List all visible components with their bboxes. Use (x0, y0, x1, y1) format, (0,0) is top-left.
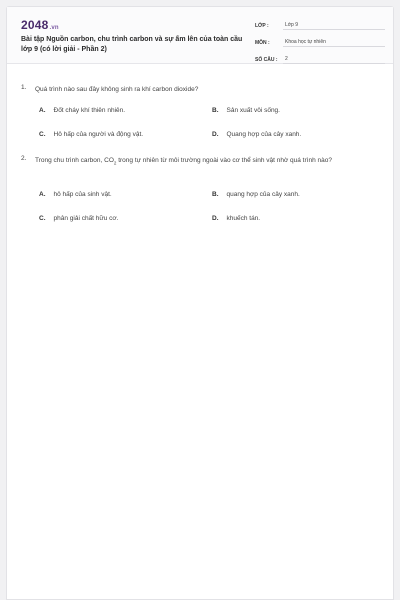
worksheet-page (6, 6, 394, 600)
logo-suffix: .vn (49, 25, 59, 31)
answer-option-2d[interactable] (212, 215, 260, 222)
meta-value: Lớp 9 (283, 22, 385, 30)
question-number: 2. (21, 155, 27, 162)
answer-option-1a[interactable] (39, 107, 125, 114)
option-letter: B. (212, 107, 219, 114)
option-letter: B. (212, 191, 219, 198)
option-letter: C. (39, 131, 46, 138)
meta-label: SỐ CÂU : (255, 57, 278, 63)
answer-option-2a[interactable] (39, 191, 112, 198)
meta-row-grade (255, 20, 385, 32)
meta-row-question-count (255, 54, 385, 66)
option-text: Đốt cháy khí thiên nhiên. (53, 107, 126, 114)
question-number: 1. (21, 84, 27, 91)
question-text (35, 155, 355, 169)
option-text: hô hấp của sinh vật. (53, 191, 112, 198)
question-1 (21, 84, 355, 96)
meta-row-subject (255, 37, 385, 49)
question-text-part: Trong chu trình carbon, CO (35, 157, 114, 164)
answer-option-1b[interactable] (212, 107, 280, 114)
option-letter: C. (39, 215, 46, 222)
worksheet-header (7, 7, 393, 64)
answer-option-2c[interactable] (39, 215, 119, 222)
meta-value: 2 (283, 56, 385, 64)
answer-option-1c[interactable] (39, 131, 143, 138)
option-text: khuếch tán. (226, 215, 261, 222)
question-2 (21, 155, 355, 169)
option-letter: A. (39, 191, 46, 198)
option-text: Quang hợp của cây xanh. (226, 131, 302, 138)
option-text: Sản xuất vôi sống. (226, 107, 280, 114)
answer-option-2b[interactable] (212, 191, 300, 198)
worksheet-title: Bài tập Nguồn carbon, chu trình carbon và sự ấm lên của toàn cầu lớp 9 (có lời giải - Phần 2) (21, 36, 243, 53)
meta-label: MÔN : (255, 40, 270, 46)
option-text: phân giải chất hữu cơ. (53, 215, 119, 222)
logo-main: 2048 (21, 18, 49, 32)
option-letter: D. (212, 131, 219, 138)
meta-label: LỚP : (255, 23, 269, 29)
option-letter: A. (39, 107, 46, 114)
option-text: quang hợp của cây xanh. (226, 191, 300, 198)
subscript: 2 (113, 160, 117, 166)
answer-option-1d[interactable] (212, 131, 301, 138)
option-letter: D. (212, 215, 219, 222)
question-text-part: trong tự nhiên từ môi trường ngoài vào cơ thể sinh vật nhờ quá trình nào? (116, 157, 332, 164)
question-text: Quá trình nào sau đây không sinh ra khí carbon dioxide? (35, 86, 199, 93)
worksheet-meta (255, 20, 385, 71)
site-logo[interactable] (21, 18, 59, 32)
option-text: Hô hấp của người và động vật. (53, 131, 144, 138)
meta-value: Khoa học tự nhiên (283, 39, 385, 47)
